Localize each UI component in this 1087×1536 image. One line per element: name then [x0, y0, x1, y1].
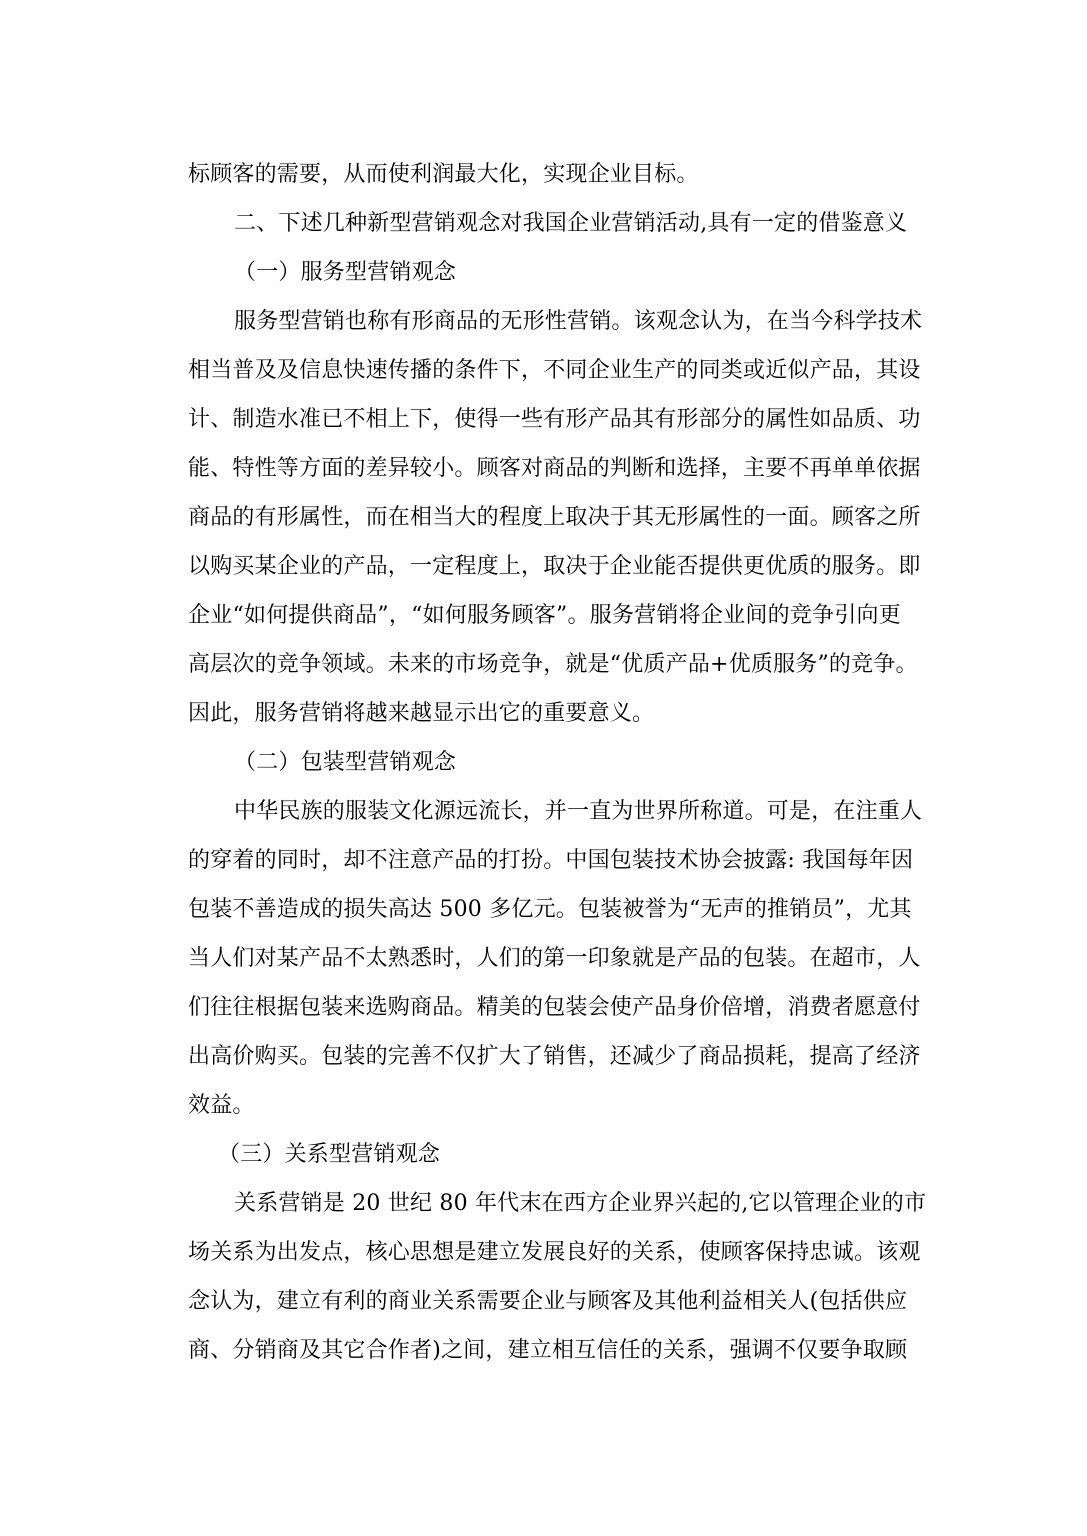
paragraph-line: 计、制造水准已不相上下，使得一些有形产品其有形部分的属性如品质、功 [188, 407, 921, 432]
paragraph-line: 当人们对某产品不太熟悉时，人们的第一印象就是产品的包装。在超市，人 [188, 946, 921, 971]
paragraph-line: 相当普及及信息快速传播的条件下，不同企业生产的同类或近似产品，其设 [188, 358, 921, 383]
paragraph-line: 包装不善造成的损失高达 500 多亿元。包装被誉为“无声的推销员”，尤其 [188, 897, 912, 922]
paragraph-line: 因此，服务营销将越来越显示出它的重要意义。 [188, 701, 655, 726]
paragraph-line: 场关系为出发点，核心思想是建立发展良好的关系，使顾客保持忠诚。该观 [188, 1240, 921, 1265]
paragraph-line: 服务型营销也称有形商品的无形性营销。该观念认为，在当今科学技术 [234, 309, 923, 334]
subsection-heading: （二）包装型营销观念 [234, 750, 457, 775]
section-heading: 二、下述几种新型营销观念对我国企业营销活动,具有一定的借鉴意义 [234, 211, 908, 236]
paragraph-line: 念认为，建立有利的商业关系需要企业与顾客及其他利益相关人(包括供应 [188, 1289, 908, 1314]
paragraph-line: 出高价购买。包装的完善不仅扩大了销售，还减少了商品损耗，提高了经济 [188, 1044, 921, 1069]
paragraph-line: 关系营销是 20 世纪 80 年代末在西方企业界兴起的,它以管理企业的市 [234, 1191, 927, 1216]
paragraph-line: 企业“如何提供商品”，“如何服务顾客”。服务营销将企业间的竞争引向更 [188, 603, 901, 628]
paragraph-line: 能、特性等方面的差异较小。顾客对商品的判断和选择，主要不再单单依据 [188, 456, 921, 481]
paragraph-line: 的穿着的同时，却不注意产品的打扮。中国包装技术协会披露: 我国每年因 [188, 848, 914, 873]
subsection-heading: （一）服务型营销观念 [234, 260, 457, 285]
paragraph-line: 高层次的竞争领域。未来的市场竞争，就是“优质产品+优质服务”的竞争。 [188, 652, 918, 677]
paragraph-line: 中华民族的服装文化源远流长，并一直为世界所称道。可是，在注重人 [234, 799, 923, 824]
paragraph-line: 商、分销商及其它合作者)之间，建立相互信任的关系，强调不仅要争取顾 [188, 1338, 908, 1363]
paragraph-line: 以购买某企业的产品，一定程度上，取决于企业能否提供更优质的服务。即 [188, 554, 921, 579]
paragraph-line: 商品的有形属性，而在相当大的程度上取决于其无形属性的一面。顾客之所 [188, 505, 921, 530]
paragraph-line: 效益。 [188, 1093, 255, 1118]
paragraph-line: 标顾客的需要，从而使利润最大化，实现企业目标。 [188, 162, 699, 187]
subsection-heading: （三）关系型营销观念 [218, 1142, 441, 1167]
paragraph-line: 们往往根据包装来选购商品。精美的包装会使产品身价倍增，消费者愿意付 [188, 995, 921, 1020]
